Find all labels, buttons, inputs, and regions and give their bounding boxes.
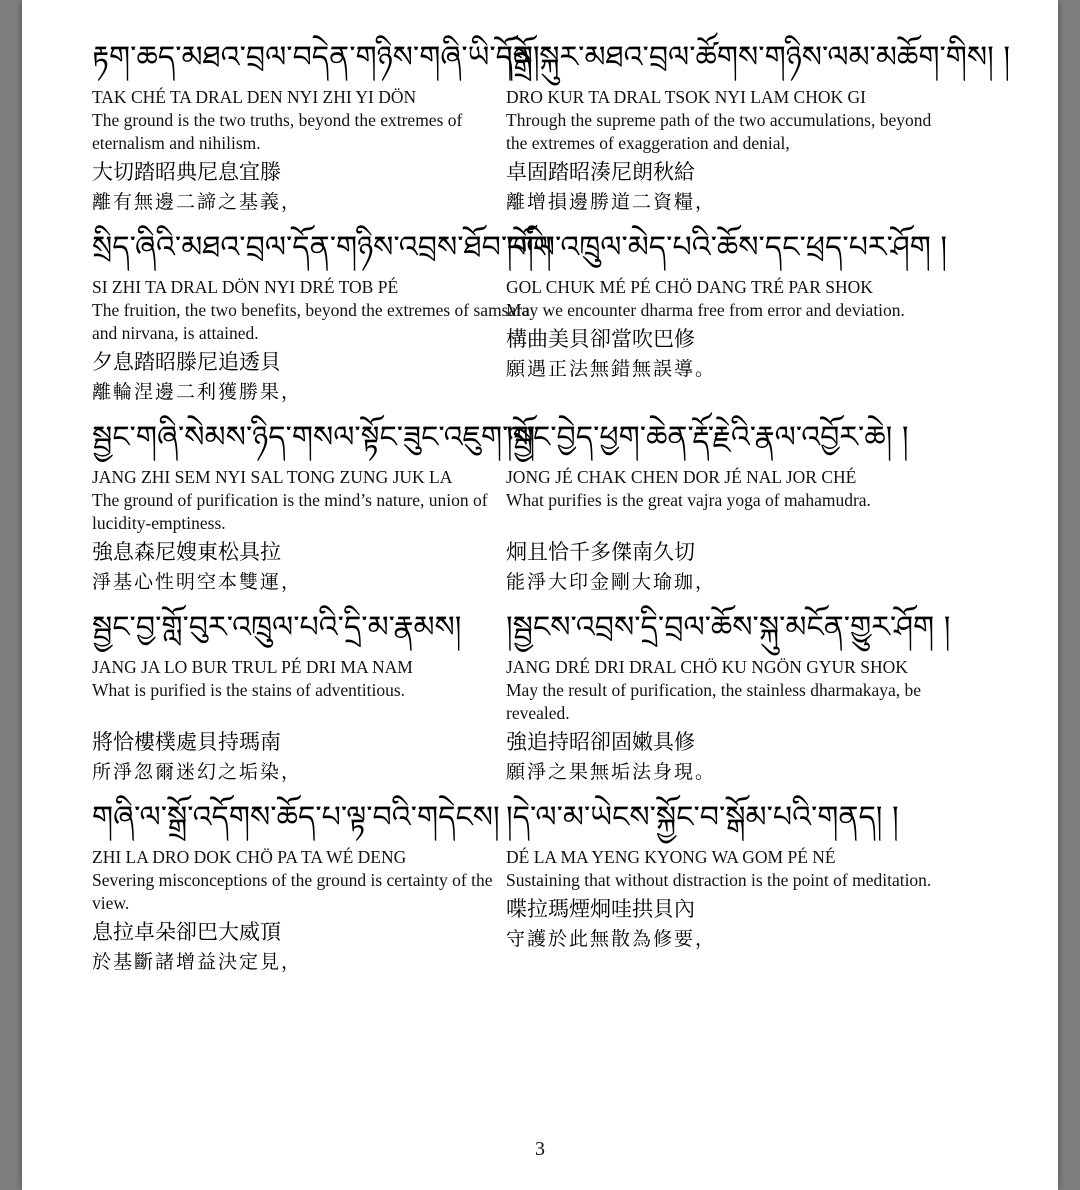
english-translation: Through the supreme path of the two accumulations, beyond the extremes of exaggeration and denial,: [506, 110, 932, 153]
english-translation: What purifies is the great vajra yoga of mahamudra.: [506, 490, 871, 510]
english-translation: The ground of purification is the mind’s nature, union of lucidity-emptiness.: [92, 490, 488, 533]
phonetic-line: SI ZHI TA DRAL DÖN NYI DRÉ TOB PÉ: [92, 277, 399, 297]
verse-block: [506, 38, 1010, 217]
chinese-phonetic-line: 強追持昭卻固嫩具修: [506, 730, 695, 754]
english-translation: May we encounter dharma free from error and deviation.: [506, 300, 905, 320]
english-translation: Sustaining that without distraction is the point of meditation.: [506, 870, 932, 890]
tibetan-verse: རྟག་ཆད་མཐའ་བྲལ་བདེན་གཉིས་གཞི་ཡི་དོན།: [92, 40, 540, 75]
chinese-translation: 所淨忽爾迷幻之垢染，: [92, 761, 303, 783]
chinese-translation: 願遇正法無錯無誤導。: [506, 358, 717, 380]
verse-block: [506, 608, 956, 787]
tibetan-verse: །དེ་ལ་མ་ཡེངས་སྐྱོང་བ་སྒོམ་པའི་གནད། །: [506, 800, 899, 835]
tibetan-verse: སྲིད་ཞིའི་མཐའ་བྲལ་དོན་གཉིས་འབྲས་ཐོབ་པའི།: [92, 230, 552, 265]
chinese-phonetic-line: 卓固踏昭湊尼朗秋給: [506, 160, 695, 184]
phonetic-line: JANG DRÉ DRI DRAL CHÖ KU NGÖN GYUR SHOK: [506, 657, 908, 677]
chinese-phonetic-line: 夕息踏昭滕尼追透貝: [92, 350, 281, 374]
phonetic-line: GOL CHUK MÉ PÉ CHÖ DANG TRÉ PAR SHOK: [506, 277, 873, 297]
phonetic-line: DÉ LA MA YENG KYONG WA GOM PÉ NÉ: [506, 847, 836, 867]
chinese-phonetic-line: 強息森尼嫂東松具拉: [92, 540, 281, 564]
chinese-translation: 離輪涅邊二利獲勝果，: [92, 381, 303, 403]
page-number: 3: [535, 1138, 545, 1160]
chinese-translation: 能淨大印金剛大瑜珈，: [506, 571, 717, 593]
phonetic-line: DRO KUR TA DRAL TSOK NYI LAM CHOK GI: [506, 87, 866, 107]
chinese-translation: 離增損邊勝道二資糧，: [506, 191, 717, 213]
tibetan-verse: སྦྱང་གཞི་སེམས་ཉིད་གསལ་སྟོང་ཟུང་འཇུག་ལ།: [92, 420, 536, 455]
chinese-translation: 淨基心性明空本雙運，: [92, 571, 303, 593]
document-page: [22, 0, 1058, 1190]
verse-block: [92, 418, 536, 597]
chinese-phonetic-line: 大切踏昭典尼息宜滕: [92, 160, 281, 184]
chinese-translation: 願淨之果無垢法身現。: [506, 761, 717, 783]
tibetan-verse: སྦྱང་བྱ་གློ་བུར་འཁྲུལ་པའི་དྲི་མ་རྣམས།: [92, 610, 462, 645]
phonetic-line: JONG JÉ CHAK CHEN DOR JÉ NAL JOR CHÉ: [506, 467, 857, 487]
verse-block: [506, 228, 956, 384]
verse-block: [506, 798, 956, 954]
verse-block: [92, 38, 540, 217]
verse-block: [92, 798, 532, 977]
tibetan-verse: གཞི་ལ་སྒྲོ་འདོགས་ཆོད་པ་ལྟ་བའི་གདེངས།: [92, 800, 500, 835]
phonetic-line: ZHI LA DRO DOK CHÖ PA TA WÉ DENG: [92, 847, 407, 867]
english-translation: May the result of purification, the stainless dharmakaya, be revealed.: [506, 680, 922, 723]
english-translation: What is purified is the stains of adventitious.: [92, 680, 406, 700]
tibetan-verse: །སྦྱོང་བྱེད་ཕྱག་ཆེན་རྡོ་རྗེའི་རྣལ་འབྱོར་ཆེ། །: [506, 420, 909, 455]
tibetan-verse: །གོལ་འཁྲུལ་མེད་པའི་ཆོས་དང་ཕྲད་པར་ཤོག །: [506, 230, 948, 265]
english-translation: The ground is the two truths, beyond the extremes of eternalism and nihilism.: [92, 110, 463, 153]
chinese-translation: 離有無邊二諦之基義，: [92, 191, 303, 213]
phonetic-line: JANG ZHI SEM NYI SAL TONG ZUNG JUK LA: [92, 467, 453, 487]
chinese-translation: 守護於此無散為修要，: [506, 928, 717, 950]
chinese-phonetic-line: 炯且恰千多傑南久切: [506, 540, 695, 564]
chinese-phonetic-line: 息拉卓朵卻巴大威頂: [92, 920, 281, 944]
english-translation: The fruition, the two benefits, beyond the extremes of samsara and nirvana, is attained.: [92, 300, 530, 343]
phonetic-line: JANG JA LO BUR TRUL PÉ DRI MA NAM: [92, 657, 413, 677]
tibetan-verse: །སྒྲོ་སྐུར་མཐའ་བྲལ་ཚོགས་གཉིས་ལམ་མཆོག་གིས། །: [506, 40, 1010, 75]
verse-block: [506, 418, 956, 597]
tibetan-verse: །སྦྱངས་འབྲས་དྲི་བྲལ་ཆོས་སྐུ་མངོན་གྱུར་ཤོག །: [506, 610, 951, 645]
verse-block: [92, 228, 552, 407]
chinese-phonetic-line: 構曲美貝卻當吹巴修: [506, 327, 695, 351]
chinese-phonetic-line: 將恰樓樸處貝持瑪南: [92, 730, 281, 754]
verse-block: [92, 608, 532, 787]
phonetic-line: TAK CHÉ TA DRAL DEN NYI ZHI YI DÖN: [92, 87, 417, 107]
chinese-translation: 於基斷諸增益決定見，: [92, 951, 303, 973]
chinese-phonetic-line: 喋拉瑪煙炯哇拱貝內: [506, 897, 695, 921]
english-translation: Severing misconceptions of the ground is certainty of the view.: [92, 870, 493, 913]
